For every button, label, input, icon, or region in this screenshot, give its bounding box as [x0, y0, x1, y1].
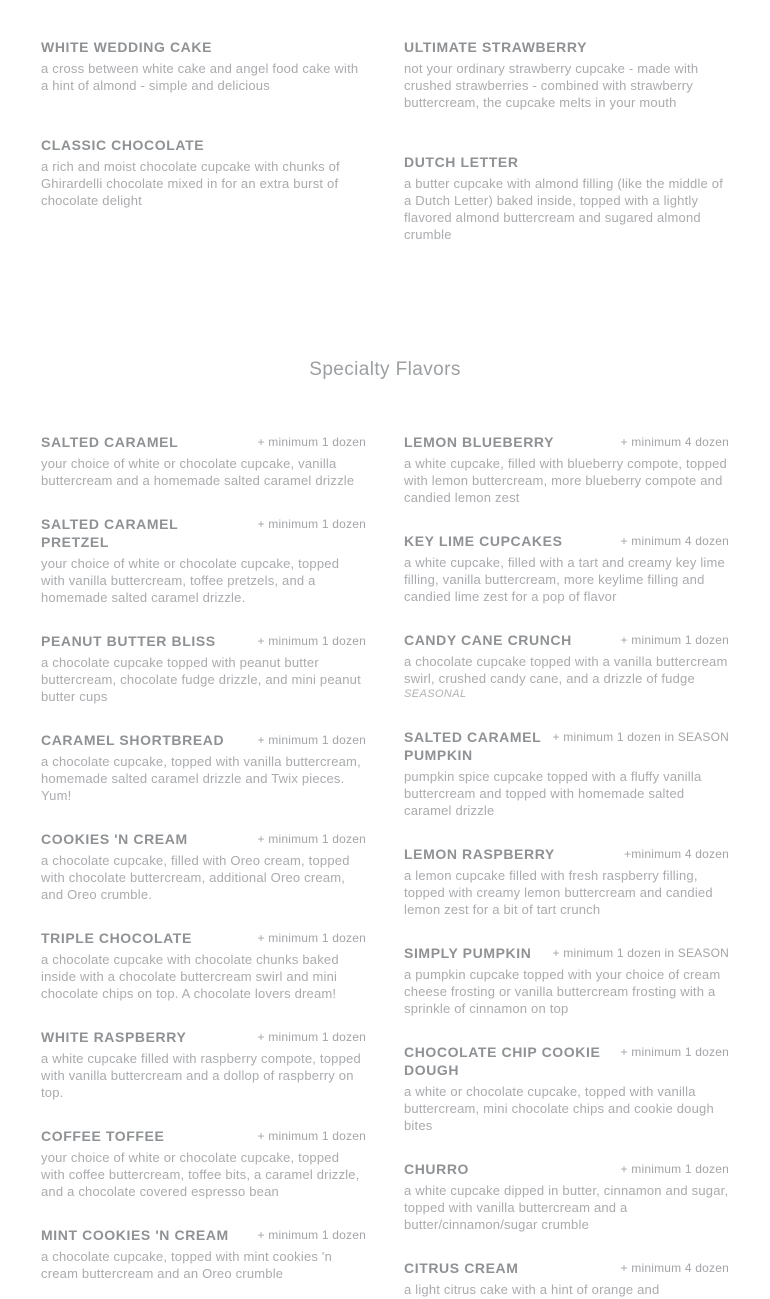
flavor-name: ULTIMATE STRAWBERRY	[404, 39, 588, 55]
flavor-minimum: + minimum 1 dozen	[620, 633, 729, 647]
flavor-minimum: + minimum 4 dozen	[620, 435, 729, 449]
flavor-item-coffee-toffee	[41, 1127, 366, 1200]
flavor-header	[404, 153, 729, 171]
flavor-header	[404, 38, 729, 56]
flavor-description: a chocolate cupcake topped with peanut butter buttercream, chocolate fudge drizzle, and mini peanut butter cups	[41, 655, 361, 704]
flavor-description: not your ordinary strawberry cupcake - made with crushed strawberries - combined with strawberry buttercream, the cupcake melts in your mouth	[404, 61, 699, 110]
flavor-name: KEY LIME CUPCAKES	[404, 533, 563, 549]
flavor-name: LEMON RASPBERRY	[404, 846, 555, 862]
flavor-header	[41, 1028, 366, 1046]
flavor-description: a white cupcake filled with raspberry compote, topped with vanilla buttercream and a dollop of raspberry on top.	[41, 1051, 361, 1100]
flavor-description: a butter cupcake with almond filling (like the middle of a Dutch Letter) baked inside, topped with a lightly flavored almond buttercream and sugared almond crumble	[404, 176, 724, 242]
flavor-item-simply-pumpkin	[404, 944, 729, 1017]
flavor-item-classic-chocolate	[41, 136, 366, 209]
flavor-item-salted-caramel	[41, 433, 366, 489]
classic-flavors-section	[41, 38, 729, 285]
flavor-name: MINT COOKIES 'N CREAM	[41, 1227, 229, 1243]
flavor-header	[41, 38, 366, 56]
flavor-description: a pumpkin cupcake topped with your choice of cream cheese frosting or vanilla buttercream frosting with a sprinkle of cinnamon on top	[404, 967, 721, 1016]
flavor-minimum: + minimum 1 dozen in SEASON	[552, 730, 729, 744]
flavor-name: CANDY CANE CRUNCH	[404, 632, 572, 648]
flavor-item-ultimate-strawberry	[404, 38, 729, 111]
flavor-item-salted-caramel-pumpkin	[404, 728, 729, 819]
flavor-name: SALTED CARAMEL PUMPKIN	[404, 729, 541, 763]
flavor-description: a chocolate cupcake, topped with vanilla buttercream, homemade salted caramel drizzle and Twix pieces. Yum!	[41, 754, 361, 803]
flavor-description: a cross between white cake and angel food cake with a hint of almond - simple and delicious	[41, 61, 359, 93]
flavor-header	[41, 830, 366, 848]
flavor-minimum: + minimum 1 dozen	[257, 931, 366, 945]
flavor-minimum: + minimum 1 dozen	[257, 1129, 366, 1143]
specialty-left-column	[41, 433, 366, 1299]
flavor-description: your choice of white or chocolate cupcake, vanilla buttercream and a homemade salted caramel drizzle	[41, 456, 355, 488]
flavor-item-peanut-butter-bliss	[41, 632, 366, 705]
flavor-header	[404, 433, 729, 451]
flavor-minimum: + minimum 1 dozen	[257, 435, 366, 449]
flavor-item-key-lime-cupcakes	[404, 532, 729, 605]
section-title: Specialty Flavors	[309, 359, 461, 380]
flavor-item-lemon-blueberry	[404, 433, 729, 506]
flavor-header	[404, 1259, 729, 1277]
flavor-minimum: + minimum 1 dozen	[620, 1162, 729, 1176]
flavor-name: TRIPLE CHOCOLATE	[41, 930, 192, 946]
flavor-item-white-raspberry	[41, 1028, 366, 1101]
flavor-description: a light citrus cake with a hint of orange and	[404, 1282, 660, 1297]
flavor-name: WHITE RASPBERRY	[41, 1029, 187, 1045]
flavor-name: SALTED CARAMEL PRETZEL	[41, 516, 178, 550]
flavor-name: SALTED CARAMEL	[41, 434, 179, 450]
classic-right-column	[404, 38, 729, 285]
flavor-header	[404, 845, 729, 863]
flavor-name: CHOCOLATE CHIP COOKIE DOUGH	[404, 1044, 601, 1078]
flavor-header	[404, 631, 729, 649]
flavor-description: pumpkin spice cupcake topped with a fluffy vanilla buttercream and topped with homemade salted caramel drizzle	[404, 769, 702, 818]
flavor-minimum: + minimum 1 dozen	[257, 1030, 366, 1044]
flavor-header	[404, 728, 729, 764]
flavor-description: your choice of white or chocolate cupcake, topped with vanilla buttercream, toffee pretzels, and a homemade salted caramel drizzle.	[41, 556, 340, 605]
flavor-name: SIMPLY PUMPKIN	[404, 945, 532, 961]
flavor-minimum: + minimum 1 dozen	[257, 517, 366, 531]
flavor-minimum: + minimum 1 dozen	[257, 733, 366, 747]
flavor-item-salted-caramel-pretzel	[41, 515, 366, 606]
flavor-minimum: + minimum 1 dozen	[257, 1228, 366, 1242]
flavor-item-mint-cookies-n-cream	[41, 1226, 366, 1282]
flavor-header	[41, 1226, 366, 1244]
flavor-item-churro	[404, 1160, 729, 1233]
flavor-minimum: + minimum 1 dozen	[257, 832, 366, 846]
flavor-name: CHURRO	[404, 1161, 470, 1177]
flavor-name: CLASSIC CHOCOLATE	[41, 137, 205, 153]
flavor-name: WHITE WEDDING CAKE	[41, 39, 213, 55]
flavor-description: your choice of white or chocolate cupcake, topped with coffee buttercream, toffee bits, a caramel drizzle, and a chocolate covered espresso bean	[41, 1150, 360, 1199]
flavor-item-triple-chocolate	[41, 929, 366, 1002]
flavor-description: a chocolate cupcake with chocolate chunks baked inside with a chocolate buttercream swirl and mini chocolate chips on top. A chocolate lovers dream!	[41, 952, 339, 1001]
flavor-item-lemon-raspberry	[404, 845, 729, 918]
flavor-header	[404, 1043, 729, 1079]
flavor-name: CARAMEL SHORTBREAD	[41, 732, 225, 748]
flavor-item-white-wedding-cake	[41, 38, 366, 94]
flavor-description: a lemon cupcake filled with fresh raspberry filling, topped with creamy lemon buttercream and candied lemon zest for a bit of tart crunch	[404, 868, 713, 917]
flavor-name: COOKIES 'N CREAM	[41, 831, 188, 847]
flavor-item-chocolate-chip-cookie-dough	[404, 1043, 729, 1134]
seasonal-note: SEASONAL	[404, 688, 467, 700]
flavor-header	[41, 433, 366, 451]
flavor-description: a white or chocolate cupcake, topped with vanilla buttercream, mini chocolate chips and cookie dough bites	[404, 1084, 714, 1133]
flavor-name: DUTCH LETTER	[404, 154, 519, 170]
flavor-header	[41, 515, 366, 551]
flavor-item-caramel-shortbread	[41, 731, 366, 804]
flavor-description: a chocolate cupcake, filled with Oreo cream, topped with chocolate buttercream, additional Oreo cream, and Oreo crumble.	[41, 853, 350, 902]
flavor-minimum: + minimum 1 dozen	[257, 634, 366, 648]
flavor-minimum: + minimum 1 dozen	[620, 1045, 729, 1059]
flavor-minimum: +minimum 4 dozen	[624, 847, 729, 861]
flavor-item-citrus-cream	[404, 1259, 729, 1298]
flavor-header	[41, 632, 366, 650]
flavor-minimum: + minimum 4 dozen	[620, 1261, 729, 1275]
flavor-minimum: + minimum 1 dozen in SEASON	[552, 946, 729, 960]
flavor-header	[41, 731, 366, 749]
flavor-header	[404, 944, 729, 962]
flavor-header	[404, 532, 729, 550]
flavor-name: LEMON BLUEBERRY	[404, 434, 555, 450]
flavor-name: PEANUT BUTTER BLISS	[41, 633, 216, 649]
flavor-header	[41, 929, 366, 947]
flavor-minimum: + minimum 4 dozen	[620, 534, 729, 548]
flavor-description: a white cupcake, filled with a tart and creamy key lime filling, vanilla buttercream, more keylime filling and candied lime zest for a pop of flavor	[404, 555, 725, 604]
flavor-description: a white cupcake dipped in butter, cinnamon and sugar, topped with vanilla buttercream and a butter/cinnamon/sugar crumble	[404, 1183, 729, 1232]
specialty-flavors-section	[41, 433, 729, 1299]
flavor-item-cookies-n-cream	[41, 830, 366, 903]
flavor-name: COFFEE TOFFEE	[41, 1128, 165, 1144]
flavor-description: a chocolate cupcake, topped with mint cookies 'n cream buttercream and an Oreo crumble	[41, 1249, 333, 1281]
flavor-description: a rich and moist chocolate cupcake with chunks of Ghirardelli chocolate mixed in for an extra burst of chocolate delight	[41, 159, 340, 208]
classic-left-column	[41, 38, 366, 285]
flavor-description: a white cupcake, filled with blueberry compote, topped with lemon buttercream, more blueberry compote and candied lemon zest	[404, 456, 727, 505]
flavor-header	[41, 136, 366, 154]
flavor-description: a chocolate cupcake topped with a vanilla buttercream swirl, crushed candy cane, and a drizzle of fudge	[404, 654, 728, 686]
flavor-item-candy-cane-crunch	[404, 631, 729, 702]
flavor-header	[404, 1160, 729, 1178]
specialty-right-column	[404, 433, 729, 1299]
flavor-item-dutch-letter	[404, 153, 729, 243]
flavor-name: CITRUS CREAM	[404, 1260, 519, 1276]
flavor-header	[41, 1127, 366, 1145]
